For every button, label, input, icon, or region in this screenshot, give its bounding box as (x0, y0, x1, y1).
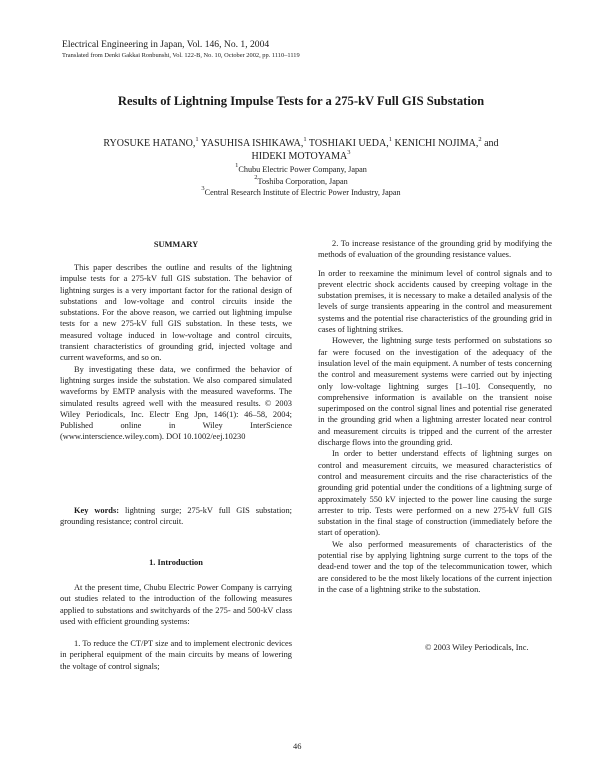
author-affil-marker: 1 (195, 136, 199, 143)
author-name: TOSHIAKI UEDA, (306, 138, 389, 149)
author-affil-marker: 2 (478, 136, 482, 143)
summary-heading: SUMMARY (153, 240, 199, 249)
affil-marker: 2 (254, 173, 258, 181)
affiliation (60, 187, 542, 199)
summary-paragraph: By investigating these data, we confirmed the behavior of lightning surges inside the substation. We also compared simulated waveforms by EMTP analysis with the measured waveforms. The simulated results agreed well with the measured results. © 2003 Wiley Periodicals, Inc. Electr Eng Jpn, 146(1): 46–58, 2004; Published online in Wiley InterScience (www.interscience.wiley.com). DOI 10.1002/eej.10230 (60, 364, 292, 442)
affil-text: Toshiba Corporation, Japan (257, 176, 348, 186)
body-paragraph: 2. To increase resistance of the grounding grid by modifying the methods of evaluation of the grounding resistance values. (318, 239, 552, 260)
translation-note: Translated from Denki Gakkai Ronbunshi, Vol. 122-B, No. 10, October 2002, pp. 1110–1119 (62, 52, 300, 59)
summary-body (60, 262, 292, 443)
intro-paragraph: 1. To reduce the CT/PT size and to implement electronic devices in peripheral equipment of the main circuits by means of lowering the voltage of control signals; (60, 639, 292, 671)
affiliation (60, 164, 542, 176)
body-paragraph: In order to better understand effects of lightning surges on control and measurement circuits, we measured characteristics of control and measurement circuits and the rise characteristics of the grounding grid potential under the conditions of a lightning surge of approximately 550 kV injected to the power line causing the surge arrester to trip. Tests were performed on a new 275-kV full GIS substation in the final stage of construction (immediately before the start of operation). (318, 449, 552, 538)
author-affil-marker: 1 (303, 136, 307, 143)
body-paragraph: In order to reexamine the minimum level of control signals and to prevent electric shock accidents caused by creeping voltage in the substation premises, it is necessary to make a detailed analysis of the levels of surge transients appearing in the control and measurement systems and the potential rise characteristics of the grounding grid in cases of lightning strikes. (318, 268, 552, 335)
body-paragraph: However, the lightning surge tests performed on substations so far were focused on the investigation of the adequacy of the insulation level of the main equipment. A number of tests concerning the control and measurement systems were carried out by injecting only low-voltage lightning surges [1–10]. Consequently, no comprehensive information is available on the transient noise superimposed on the control signal lines and potential rise generated in the grounding grid when a lightning arrester located near control and measurement circuits is tripped and the current of the arrester discharge flows into the grounding grid. (318, 336, 552, 448)
affil-marker: 1 (235, 162, 239, 169)
affiliation (60, 173, 542, 188)
right-column-body (318, 238, 552, 595)
affil-text: Central Research Institute of Electric Power Industry, Japan (204, 188, 401, 197)
journal-header: Electrical Engineering in Japan, Vol. 146, No. 1, 2004 (62, 39, 270, 50)
affiliations (60, 164, 542, 199)
keywords (60, 505, 292, 528)
body-paragraph: We also performed measurements of characteristics of the potential rise by applying lightning surge current to the tops of the dead-end tower and the top of the telecommunication tower, which are considered to be the most likely locations of the current injection in the case of a lightning strike to the substation. (318, 539, 552, 594)
author-name: RYOSUKE HATANO, (103, 138, 196, 149)
intro-heading: 1. Introduction (149, 558, 203, 567)
intro-body (60, 582, 292, 672)
affil-text: Chubu Electric Power Company, Japan (238, 165, 367, 174)
author-affil-marker: 1 (388, 136, 392, 143)
author-list (60, 137, 542, 163)
paper-title: Results of Lightning Impulse Tests for a 275-kV Full GIS Substation (117, 94, 485, 108)
summary-paragraph: This paper describes the outline and results of the lightning impulse tests for a 275-kV full GIS substation. The behavior of lightning surges is a very important factor for the rational design of substations and low-voltage and control circuits inside the substations. For the above reason, we carried out lightning impulse tests for a new 275-kV full GIS substation. In these tests, we measured voltage induced in low-voltage and control circuits, transient characteristics of grounding grid, injected voltage and current waveforms, and so on. (60, 263, 292, 363)
author-conjunction: and (481, 138, 499, 149)
keywords-label: Key words: (74, 506, 120, 515)
author-name: KENICHI NOJIMA, (391, 138, 479, 149)
affil-marker: 3 (201, 185, 205, 192)
author-affil-marker: 3 (347, 149, 351, 156)
intro-paragraph: At the present time, Chubu Electric Power Company is carrying out studies related to the introduction of the following measures applied to substations and switchyards of the 275- and 500-kV class used with efficient grounding systems: (60, 583, 292, 626)
keywords-text: lightning surge; 275-kV full GIS substation; grounding resistance; control circuit. (60, 506, 293, 527)
author-name: HIDEKI MOTOYAMA (251, 151, 348, 162)
copyright-notice: © 2003 Wiley Periodicals, Inc. (425, 643, 529, 652)
page-number: 46 (293, 742, 302, 751)
author-name: YASUHISA ISHIKAWA, (198, 138, 304, 149)
